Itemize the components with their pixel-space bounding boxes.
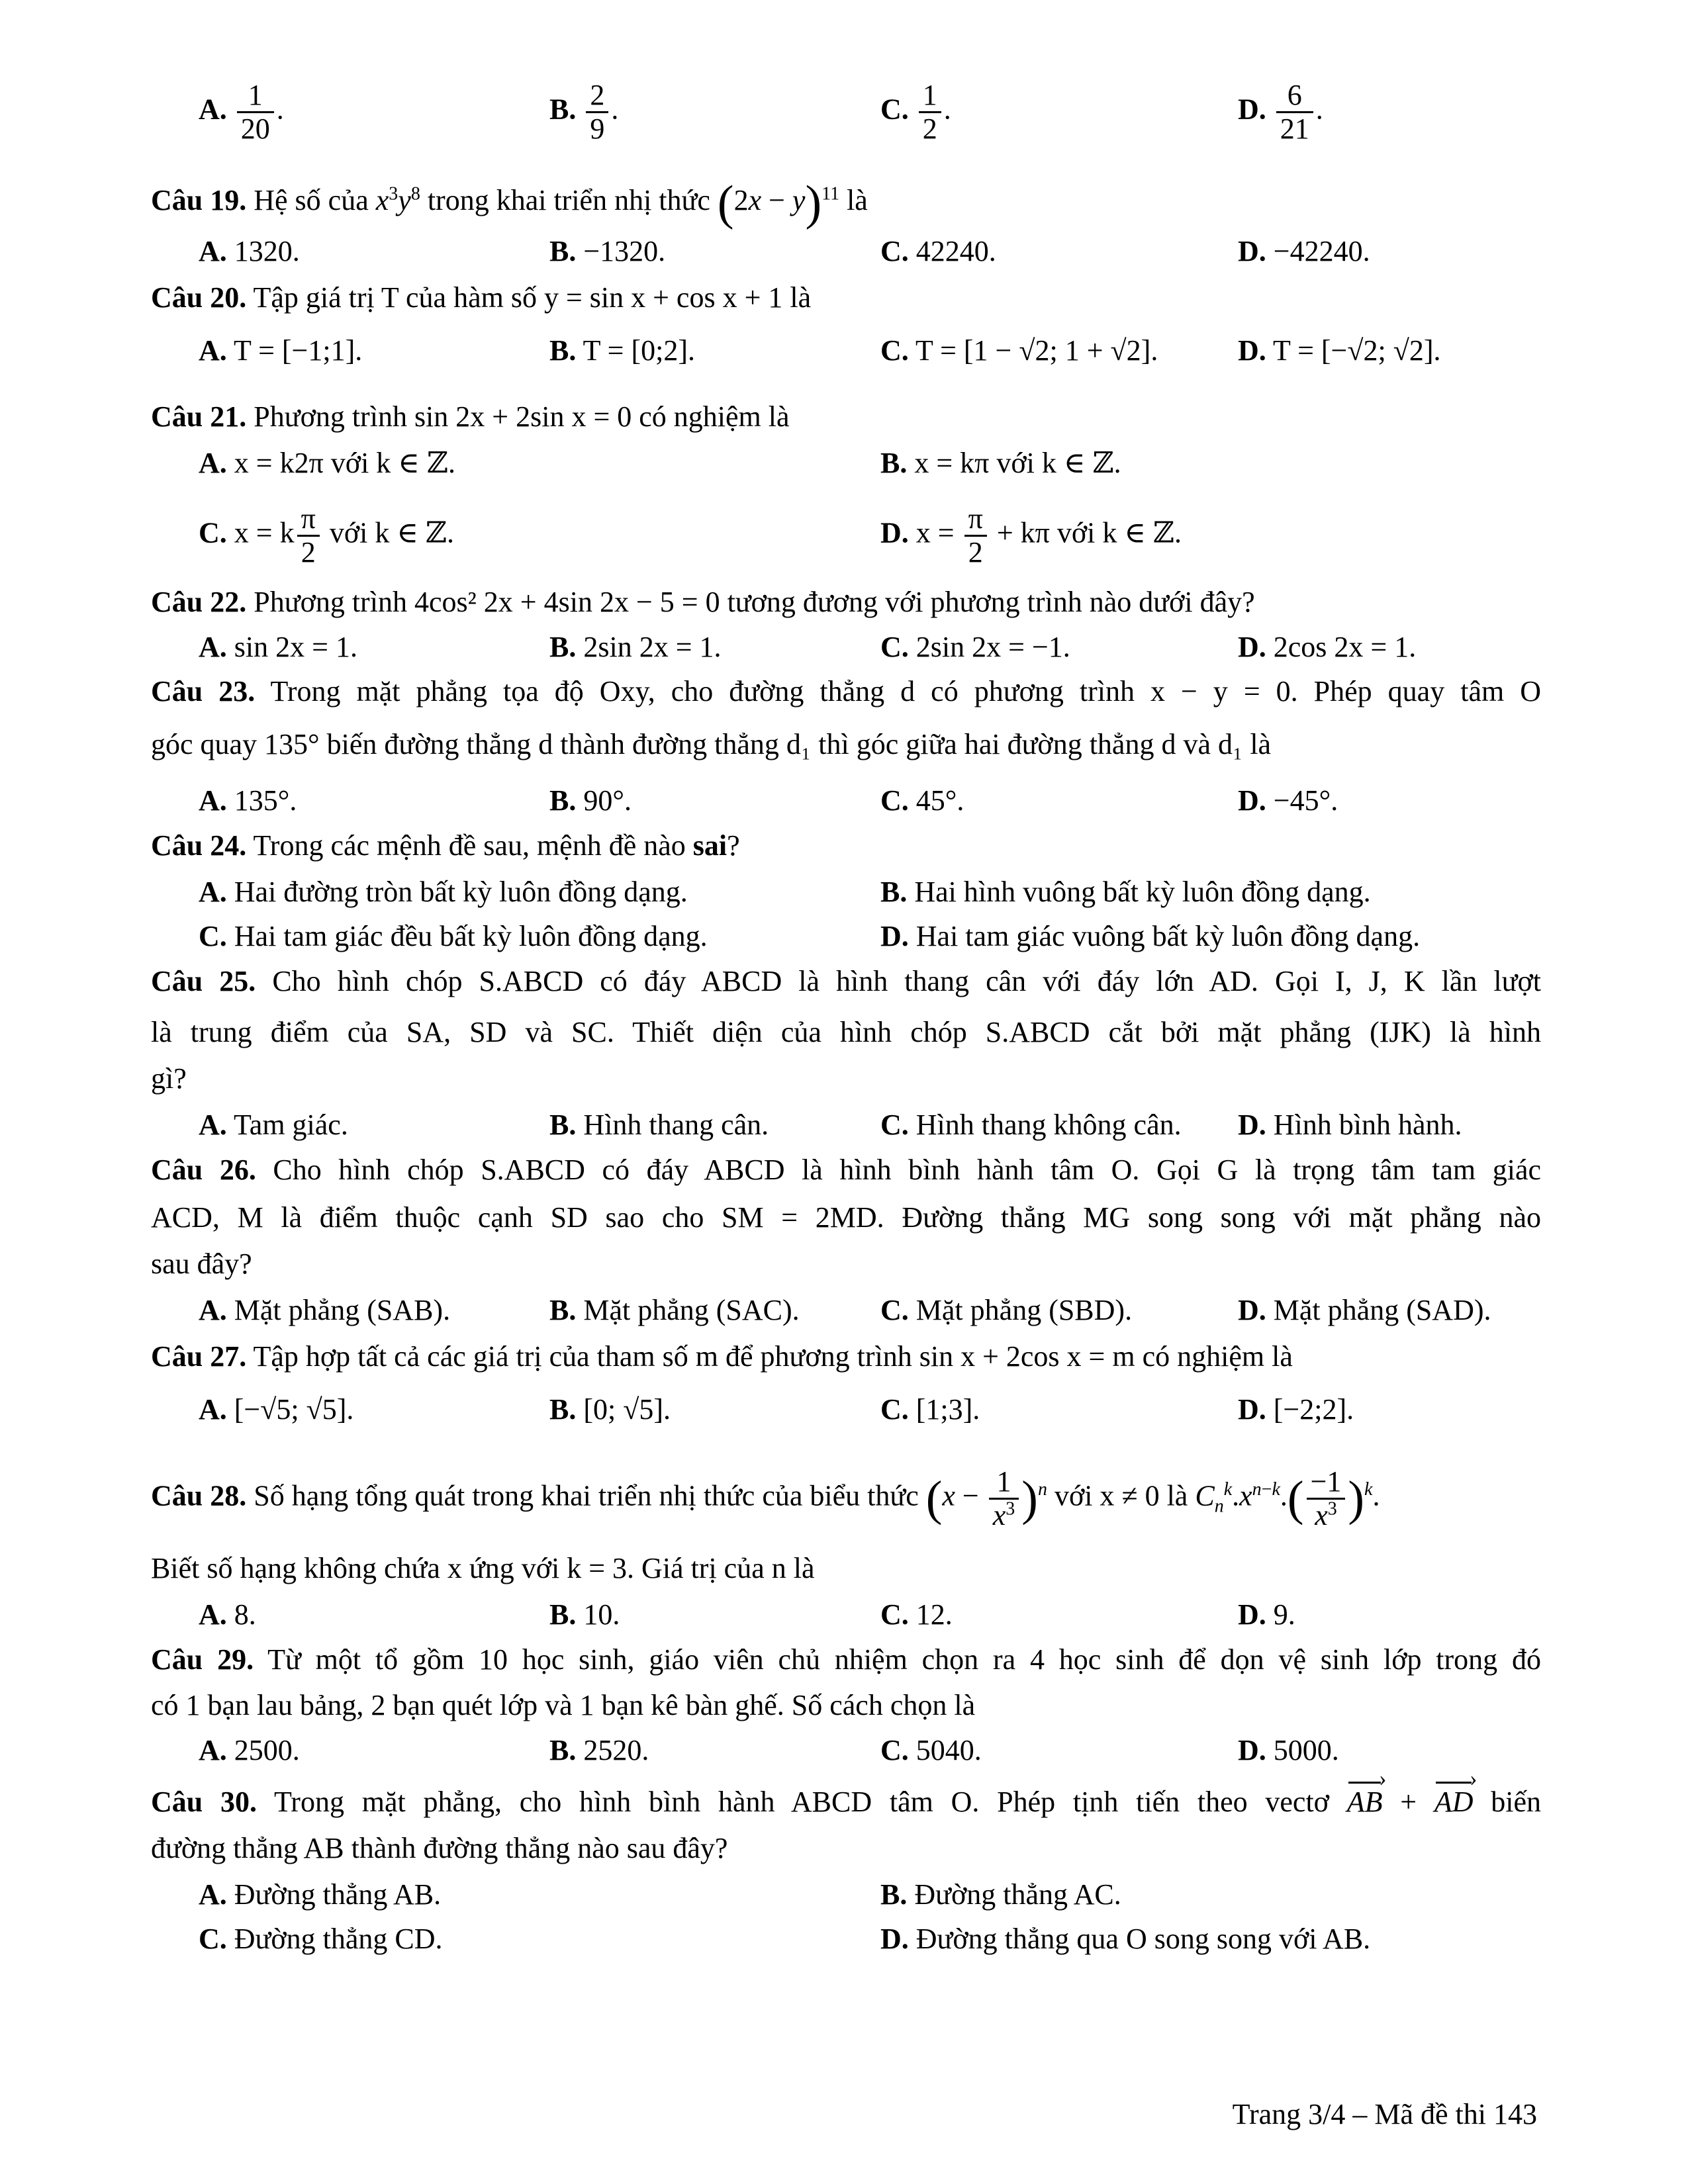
question-20: Câu 20. Tập giá trị T của hàm số y = sin x + cos x + 1 là — [151, 281, 812, 314]
option-label: B. — [549, 93, 577, 126]
q24-option-c[interactable]: C. Hai tam giác đều bất kỳ luôn đồng dạng. — [199, 920, 708, 952]
q23-option-c[interactable]: C. 45°. — [880, 784, 964, 817]
q22-option-a[interactable]: A. sin 2x = 1. — [199, 631, 357, 663]
q25-option-b[interactable]: B. Hình thang cân. — [549, 1109, 769, 1141]
q21-option-c[interactable]: C. x = k $\frac{\pi}{2}$ với k ∈ ℤ. — [199, 502, 455, 569]
q30-option-c[interactable]: C. Đường thẳng CD. — [199, 1923, 443, 1955]
fraction: $\frac{1}{20}$ — [237, 79, 274, 145]
fraction: $\frac{\pi}{2}$ — [964, 503, 987, 569]
q30-option-d[interactable]: D. Đường thẳng qua O song song với AB. — [880, 1923, 1371, 1955]
question-27: Câu 27. Tập hợp tất cả các giá trị của tham số m để phương trình sin x + 2cos x = m có nghiệm là — [151, 1340, 1293, 1373]
page-footer: Trang 3/4 – Mã đề thi 143 — [1232, 2098, 1537, 2130]
q19-option-d[interactable]: D. −42240. — [1238, 235, 1370, 267]
q28-option-c[interactable]: C. 12. — [880, 1598, 953, 1631]
q20-option-b[interactable]: B. T = [0;2]. — [549, 334, 695, 367]
q23-option-b[interactable]: B. 90°. — [549, 784, 632, 817]
q26-option-b[interactable]: B. Mặt phẳng (SAC). — [549, 1294, 800, 1326]
question-26-line-1: Câu 26. Cho hình chóp S.ABCD có đáy ABCD là hình bình hành tâm O. Gọi G là trọng tâm tam giác — [151, 1154, 1542, 1186]
question-28-line-1: Câu 28. Số hạng tổng quát trong khai triển nhị thức của biểu thức (x − $\frac{1}{x^3}$ )$^n$ với x ≠ 0 là $C_n^k.x^{n-k}$.( $\frac{-1}{x^3}$ )$^k$. — [151, 1465, 1380, 1531]
q23-option-d[interactable]: D. −45°. — [1238, 784, 1338, 817]
q25-option-c[interactable]: C. Hình thang không cân. — [880, 1109, 1182, 1141]
question-23-line-1: Câu 23. Trong mặt phẳng tọa độ Oxy, cho đường thẳng d có phương trình x − y = 0. Phép quay tâm O — [151, 675, 1541, 707]
q20-option-c[interactable]: C. T = [1 − √2; 1 + √2]. — [880, 334, 1158, 367]
q21-option-d[interactable]: D. x = $\frac{\pi}{2}$ + kπ với k ∈ ℤ. — [880, 502, 1182, 569]
q19-option-a[interactable]: A. 1320. — [199, 235, 300, 267]
q18-option-d[interactable]: D. $\frac{6}{21}$ . — [1238, 79, 1323, 145]
q28-option-d[interactable]: D. 9. — [1238, 1598, 1295, 1631]
question-25-line-1: Câu 25. Cho hình chóp S.ABCD có đáy ABCD là hình thang cân với đáy lớn AD. Gọi I, J, K lần lượt — [151, 965, 1541, 997]
question-30-line-1: Câu 30. Trong mặt phẳng, cho hình bình hành ABCD tâm O. Phép tịnh tiến theo vectơ AB › + AD › biến — [151, 1786, 1541, 1819]
q26-option-a[interactable]: A. Mặt phẳng (SAB). — [199, 1294, 451, 1326]
question-29-line-1: Câu 29. Từ một tổ gồm 10 học sinh, giáo viên chủ nhiệm chọn ra 4 học sinh để dọn vệ sinh lớp trong đó — [151, 1643, 1541, 1676]
question-21: Câu 21. Phương trình sin 2x + 2sin x = 0 có nghiệm là — [151, 400, 790, 433]
q25-option-a[interactable]: A. Tam giác. — [199, 1109, 348, 1141]
q27-option-a[interactable]: A. [−√5; √5]. — [199, 1393, 354, 1426]
fraction: $\frac{\pi}{2}$ — [297, 503, 320, 569]
question-25-line-2: là trung điểm của SA, SD và SC. Thiết diện của hình chóp S.ABCD cắt bởi mặt phẳng (IJK) là hình — [151, 1016, 1541, 1048]
fraction: $\frac{1}{2}$ — [919, 79, 941, 145]
q24-option-d[interactable]: D. Hai tam giác vuông bất kỳ luôn đồng dạng. — [880, 920, 1421, 952]
q27-option-d[interactable]: D. [−2;2]. — [1238, 1393, 1354, 1426]
q27-option-c[interactable]: C. [1;3]. — [880, 1393, 980, 1426]
q28-option-b[interactable]: B. 10. — [549, 1598, 620, 1631]
q29-option-c[interactable]: C. 5040. — [880, 1734, 982, 1766]
question-19: Câu 19. Hệ số của $x^3y^8$ trong khai triển nhị thức $(2x - y)^{11}$ là — [151, 176, 868, 230]
vector-ad: AD › — [1434, 1786, 1474, 1819]
q22-option-d[interactable]: D. 2cos 2x = 1. — [1238, 631, 1417, 663]
q21-option-b[interactable]: B. x = kπ với k ∈ ℤ. — [880, 447, 1121, 479]
q30-option-a[interactable]: A. Đường thẳng AB. — [199, 1878, 442, 1911]
question-26-line-2: ACD, M là điểm thuộc cạnh SD sao cho SM = 2MD. Đường thẳng MG song song với mặt phẳng nào — [151, 1201, 1541, 1234]
q28-option-a[interactable]: A. 8. — [199, 1598, 256, 1631]
q24-option-b[interactable]: B. Hai hình vuông bất kỳ luôn đồng dạng. — [880, 876, 1371, 908]
question-22: Câu 22. Phương trình 4cos² 2x + 4sin 2x − 5 = 0 tương đương với phương trình nào dưới đây? — [151, 586, 1255, 618]
vector-ab: AB › — [1347, 1786, 1383, 1819]
q19-option-b[interactable]: B. −1320. — [549, 235, 666, 267]
q23-option-a[interactable]: A. 135°. — [199, 784, 297, 817]
q30-option-b[interactable]: B. Đường thẳng AC. — [880, 1878, 1121, 1911]
option-label: C. — [880, 93, 909, 126]
q29-option-a[interactable]: A. 2500. — [199, 1734, 300, 1766]
q22-option-b[interactable]: B. 2sin 2x = 1. — [549, 631, 722, 663]
q20-option-d[interactable]: D. T = [−√2; √2]. — [1238, 334, 1441, 367]
q29-option-d[interactable]: D. 5000. — [1238, 1734, 1339, 1766]
q22-option-c[interactable]: C. 2sin 2x = −1. — [880, 631, 1070, 663]
q20-option-a[interactable]: A. T = [−1;1]. — [199, 334, 363, 367]
q26-option-d[interactable]: D. Mặt phẳng (SAD). — [1238, 1294, 1491, 1326]
q19-option-c[interactable]: C. 42240. — [880, 235, 996, 267]
question-24: Câu 24. Trong các mệnh đề sau, mệnh đề nào sai? — [151, 829, 740, 862]
q29-option-b[interactable]: B. 2520. — [549, 1734, 649, 1766]
q18-option-b[interactable]: B. $\frac{2}{9}$ . — [549, 79, 619, 145]
fraction: $\frac{6}{21}$ — [1276, 79, 1313, 145]
question-28-line-2: Biết số hạng không chứa x ứng với k = 3. Giá trị của n là — [151, 1552, 815, 1584]
q21-option-a[interactable]: A. x = k2π với k ∈ ℤ. — [199, 447, 455, 479]
q18-option-c[interactable]: C. $\frac{1}{2}$ . — [880, 79, 951, 145]
question-26-line-3: sau đây? — [151, 1248, 252, 1280]
question-23-line-2: góc quay 135° biến đường thẳng d thành đường thẳng d₁ thì góc giữa hai đường thẳng d và d₁ là — [151, 728, 1272, 760]
q25-option-d[interactable]: D. Hình bình hành. — [1238, 1109, 1462, 1141]
q24-option-a[interactable]: A. Hai đường tròn bất kỳ luôn đồng dạng. — [199, 876, 688, 908]
q26-option-c[interactable]: C. Mặt phẳng (SBD). — [880, 1294, 1133, 1326]
option-label: A. — [199, 93, 227, 126]
question-29-line-2: có 1 bạn lau bảng, 2 bạn quét lớp và 1 bạn kê bàn ghế. Số cách chọn là — [151, 1689, 976, 1721]
option-label: D. — [1238, 93, 1266, 126]
q27-option-b[interactable]: B. [0; √5]. — [549, 1393, 671, 1426]
question-30-line-2: đường thẳng AB thành đường thẳng nào sau đây? — [151, 1832, 728, 1864]
question-25-line-3: gì? — [151, 1062, 187, 1095]
fraction: $\frac{2}{9}$ — [586, 79, 608, 145]
q18-option-a[interactable]: A. $\frac{1}{20}$ . — [199, 79, 284, 145]
